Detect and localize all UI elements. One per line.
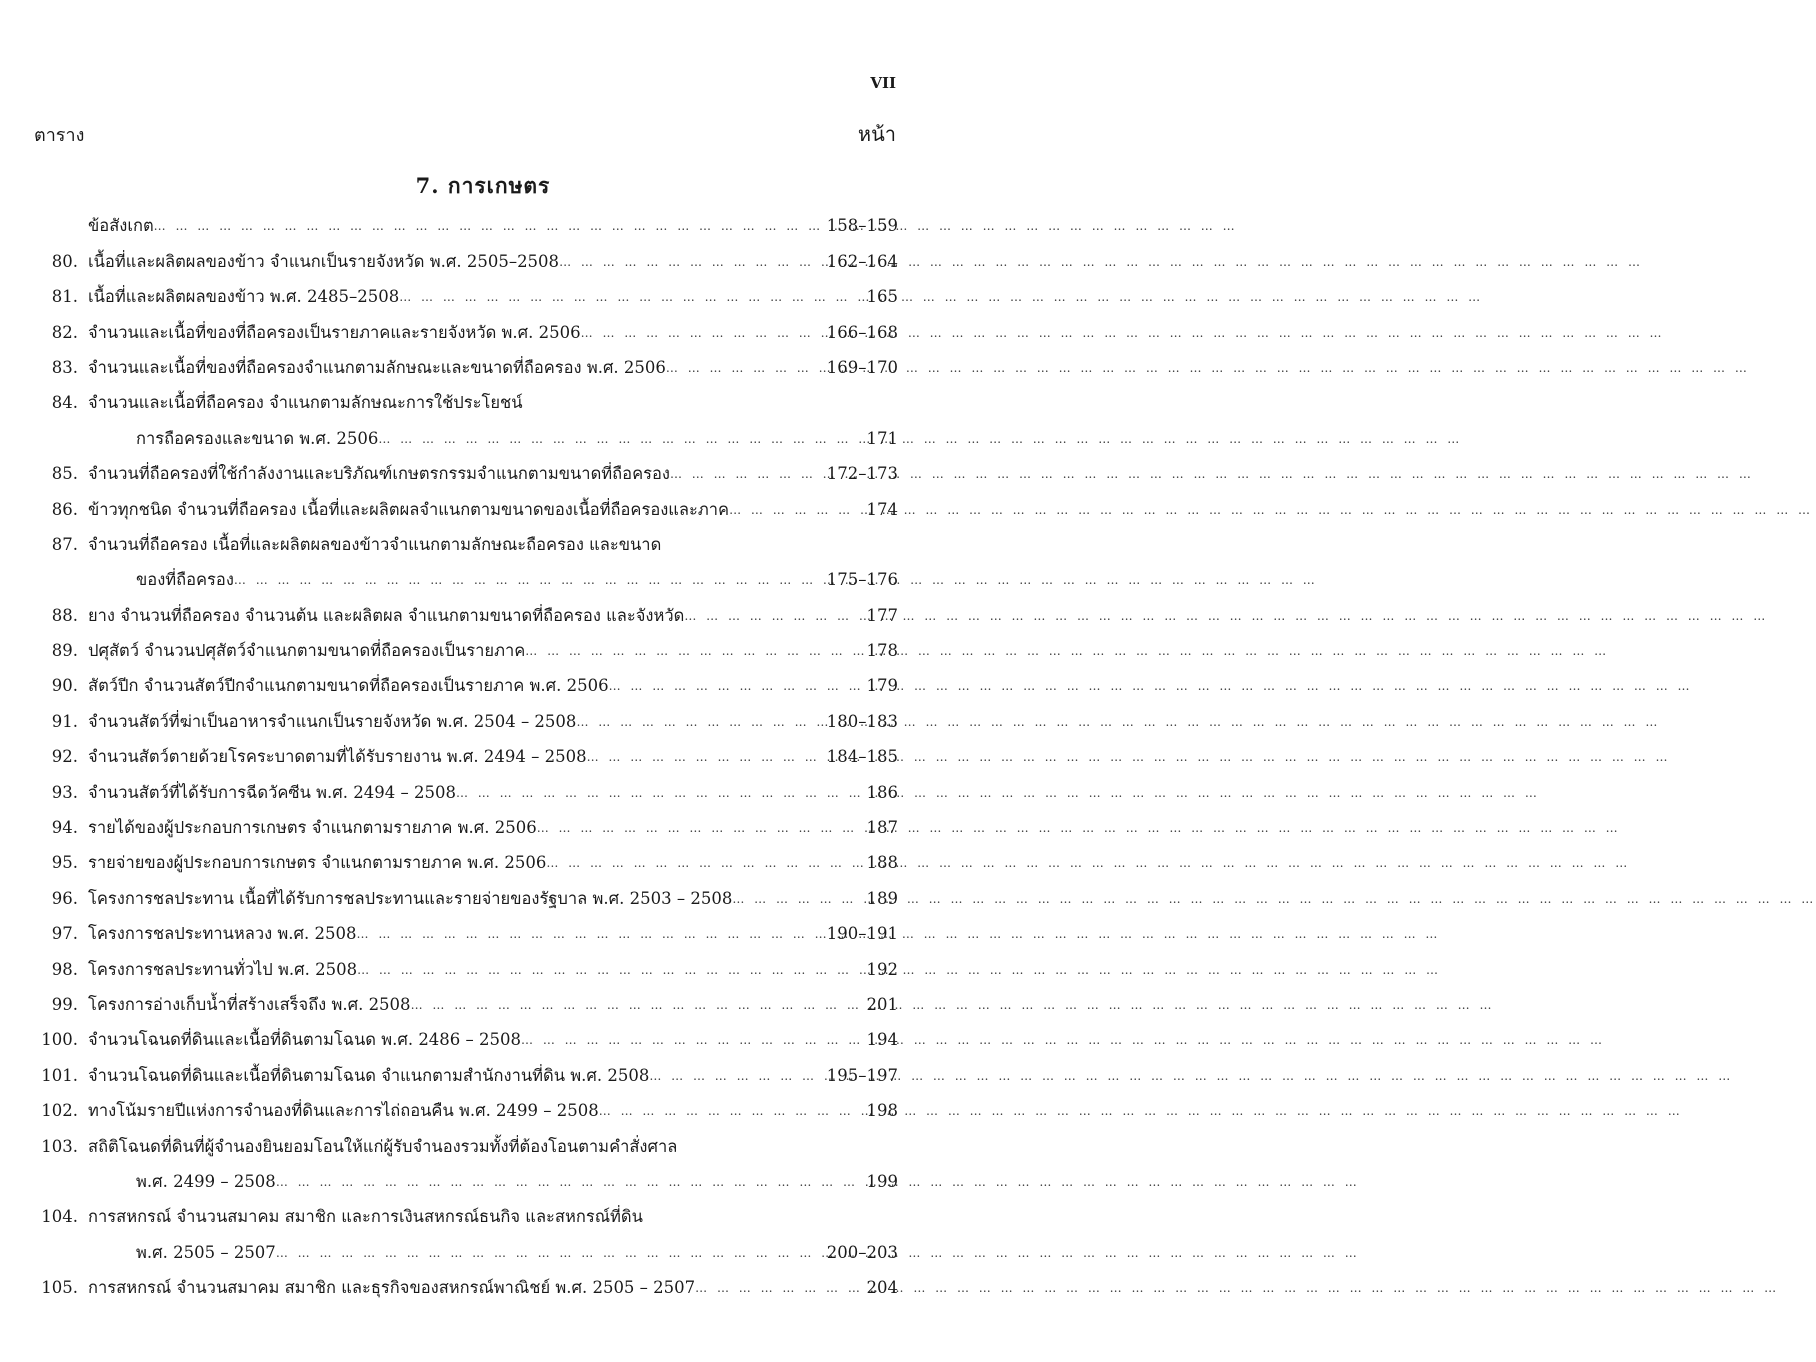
dot-leader: [695, 1277, 860, 1298]
entry-pages: 172–173: [826, 464, 898, 484]
entry-pages: 204: [866, 1278, 898, 1298]
entry-title: จำนวนโฉนดที่ดินและเนื้อที่ดินตามโฉนด จำแนกตามสำนักงานที่ดิน พ.ศ. 2508: [88, 1065, 650, 1085]
entry-title: การถือครองและขนาด พ.ศ. 2506: [136, 428, 379, 448]
entry-pages: 198: [866, 1101, 898, 1121]
entry-title: จำนวนและเนื้อที่ถือครอง จำแนกตามลักษณะการใช้ประโยชน์: [88, 393, 523, 413]
entry-title: ยาง จำนวนที่ถือครอง จำนวนต้น และผลิตผล จำแนกตามขนาดที่ถือครอง และจังหวัด: [88, 605, 685, 625]
toc-row: [30, 1192, 898, 1227]
entry-title: ปศุสัตว์ จำนวนปศุสัตว์จำแนกตามขนาดที่ถือครองเป็นรายภาค: [88, 641, 526, 661]
dot-leader: [559, 251, 821, 272]
entry-title: โครงการอ่างเก็บน้ำที่สร้างเสร็จถึง พ.ศ. 2508: [88, 994, 411, 1014]
toc-row-continuation: [30, 555, 898, 590]
entry-title: รายได้ของผู้ประกอบการเกษตร จำแนกตามรายภาค พ.ศ. 2506: [88, 818, 537, 838]
toc-row: [30, 307, 898, 342]
entry-title: จำนวนสัตว์ตายด้วยโรคระบาดตามที่ได้รับรายงาน พ.ศ. 2494 – 2508: [88, 747, 587, 767]
entry-number: 86.: [51, 499, 78, 519]
entry-pages: 190–191: [826, 924, 898, 944]
dot-leader: [525, 640, 860, 661]
entry-number: 84.: [51, 393, 78, 413]
entry-number: 99.: [51, 994, 78, 1014]
entry-number: 102.: [41, 1101, 78, 1121]
entry-number: 94.: [51, 818, 78, 838]
entry-number: 104.: [41, 1207, 78, 1227]
dot-leader: [456, 782, 861, 803]
toc-row: [30, 944, 898, 979]
toc-row: [30, 909, 898, 944]
entry-pages: 184–185: [826, 747, 898, 767]
entry-number: 103.: [41, 1136, 78, 1156]
entry-pages: 201: [866, 994, 898, 1014]
entry-pages: 177: [866, 605, 898, 625]
toc-row-continuation: [30, 1157, 898, 1192]
toc-row: [30, 1050, 898, 1085]
dot-leader: [684, 605, 860, 626]
dot-leader: [234, 569, 821, 590]
toc-row: [30, 590, 898, 625]
column-header-page: หน้า: [857, 122, 896, 146]
entry-number: 98.: [51, 959, 78, 979]
entry-number: 82.: [51, 322, 78, 342]
toc-row: [30, 201, 898, 236]
entry-number: 97.: [51, 924, 78, 944]
toc-row: [30, 661, 898, 696]
entry-title: รายจ่ายของผู้ประกอบการเกษตร จำแนกตามรายภาค พ.ศ. 2506: [88, 853, 547, 873]
dot-leader: [537, 817, 861, 838]
entry-number: 81.: [51, 287, 78, 307]
section-title: 7. การเกษตร: [415, 173, 551, 198]
entry-title: ทางโน้มรายปีแห่งการจำนองที่ดินและการไถ่ถอนคืน พ.ศ. 2499 – 2508: [88, 1101, 599, 1121]
entry-pages: 195–197: [826, 1065, 898, 1085]
entry-title: พ.ศ. 2499 – 2508: [136, 1171, 276, 1191]
toc-row: [30, 378, 898, 413]
entry-pages: 158–159: [826, 216, 898, 236]
table-of-contents: [30, 201, 898, 1298]
toc-row: [30, 980, 898, 1015]
entry-title: พ.ศ. 2505 – 2507: [136, 1242, 276, 1262]
entry-pages: 180–183: [826, 711, 898, 731]
dot-leader: [732, 888, 860, 909]
entry-title: จำนวนโฉนดที่ดินและเนื้อที่ดินตามโฉนด พ.ศ. 2486 – 2508: [88, 1030, 522, 1050]
entry-title: จำนวนที่ถือครองที่ใช้กำลังงานและบริภัณฑ์เกษตรกรรมจำแนกตามขนาดที่ถือครอง: [88, 464, 670, 484]
entry-title: จำนวนสัตว์ที่ได้รับการฉีดวัคซีน พ.ศ. 2494 – 2508: [88, 782, 456, 802]
entry-title: โครงการชลประทาน เนื้อที่ได้รับการชลประทานและรายจ่ายของรัฐบาล พ.ศ. 2503 – 2508: [88, 888, 733, 908]
entry-number: 91.: [51, 711, 78, 731]
dot-leader: [411, 994, 861, 1015]
dot-leader: [729, 499, 860, 520]
entry-pages: 171: [866, 428, 898, 448]
entry-number: 89.: [51, 641, 78, 661]
toc-row: [30, 838, 898, 873]
toc-row: [30, 732, 898, 767]
entry-number: 83.: [51, 357, 78, 377]
dot-leader: [581, 322, 821, 343]
dot-leader: [609, 675, 861, 696]
dot-leader: [576, 711, 820, 732]
entry-number: 100.: [41, 1030, 78, 1050]
entry-number: 87.: [51, 534, 78, 554]
dot-leader: [666, 357, 821, 378]
toc-row: [30, 696, 898, 731]
entry-title: สถิติโฉนดที่ดินที่ผู้จำนองยินยอมโอนให้แก่ผู้รับจำนองรวมทั้งที่ต้องโอนตามคำสั่งศาล: [88, 1136, 678, 1156]
toc-row: [30, 1121, 898, 1156]
entry-pages: 165: [866, 287, 898, 307]
entry-number: 92.: [51, 747, 78, 767]
entry-title: เนื้อที่และผลิตผลของข้าว จำแนกเป็นรายจังหวัด พ.ศ. 2505–2508: [88, 251, 560, 271]
entry-number: 105.: [41, 1278, 78, 1298]
toc-row: [30, 803, 898, 838]
entry-number: 85.: [51, 464, 78, 484]
dot-leader: [357, 959, 860, 980]
column-header-table: ตาราง: [34, 125, 85, 146]
dot-leader: [276, 1242, 821, 1263]
entry-title: การสหกรณ์ จำนวนสมาคม สมาชิก และธุรกิจของสหกรณ์พาณิชย์ พ.ศ. 2505 – 2507: [88, 1278, 696, 1298]
toc-row: [30, 343, 898, 378]
entry-title: จำนวนและเนื้อที่ของที่ถือครองจำแนกตามลักษณะและขนาดที่ถือครอง พ.ศ. 2506: [88, 357, 666, 377]
entry-title: การสหกรณ์ จำนวนสมาคม สมาชิก และการเงินสหกรณ์ธนกิจ และสหกรณ์ที่ดิน: [88, 1207, 643, 1227]
entry-pages: 186: [866, 782, 898, 802]
dot-leader: [276, 1171, 861, 1192]
toc-row-continuation: [30, 1227, 898, 1262]
toc-row-continuation: [30, 413, 898, 448]
entry-pages: 187: [866, 818, 898, 838]
entry-title: จำนวนสัตว์ที่ฆ่าเป็นอาหารจำแนกเป็นรายจังหวัด พ.ศ. 2504 – 2508: [88, 711, 577, 731]
entry-pages: 189: [866, 888, 898, 908]
toc-row: [30, 272, 898, 307]
entry-pages: 162–164: [826, 251, 898, 271]
toc-row: [30, 520, 898, 555]
entry-pages: 179: [866, 676, 898, 696]
entry-title: จำนวนและเนื้อที่ของที่ถือครองเป็นรายภาคและรายจังหวัด พ.ศ. 2506: [88, 322, 581, 342]
entry-number: 101.: [41, 1065, 78, 1085]
entry-title: ข้าวทุกชนิด จำนวนที่ถือครอง เนื้อที่และผลิตผลจำแนกตามขนาดของเนื้อที่ถือครองและภาค: [88, 499, 730, 519]
dot-leader: [546, 852, 860, 873]
dot-leader: [599, 1100, 861, 1121]
entry-pages: 175–176: [826, 570, 898, 590]
entry-number: 88.: [51, 605, 78, 625]
entry-title: โครงการชลประทานหลวง พ.ศ. 2508: [88, 924, 357, 944]
dot-leader: [378, 428, 860, 449]
entry-number: 80.: [51, 251, 78, 271]
entry-pages: 199: [866, 1171, 898, 1191]
dot-leader: [154, 215, 821, 236]
entry-title: ของที่ถือครอง: [136, 570, 234, 590]
entry-pages: 194: [866, 1030, 898, 1050]
page-number: VII: [870, 74, 896, 92]
entry-title: ข้อสังเกต: [88, 216, 154, 236]
entry-number: 90.: [51, 676, 78, 696]
toc-row: [30, 236, 898, 271]
entry-title: เนื้อที่และผลิตผลของข้าว พ.ศ. 2485–2508: [88, 287, 400, 307]
toc-row: [30, 873, 898, 908]
dot-leader: [670, 463, 821, 484]
entry-pages: 188: [866, 853, 898, 873]
entry-pages: 166–168: [826, 322, 898, 342]
dot-leader: [521, 1029, 860, 1050]
toc-row: [30, 1263, 898, 1298]
entry-pages: 169–170: [826, 357, 898, 377]
entry-pages: 178: [866, 641, 898, 661]
entry-number: 95.: [51, 853, 78, 873]
dot-leader: [649, 1065, 820, 1086]
dot-leader: [399, 286, 860, 307]
toc-row: [30, 1086, 898, 1121]
entry-title: โครงการชลประทานทั่วไป พ.ศ. 2508: [88, 959, 358, 979]
entry-pages: 192: [866, 959, 898, 979]
entry-title: จำนวนที่ถือครอง เนื้อที่และผลิตผลของข้าวจำแนกตามลักษณะถือครอง และขนาด: [88, 534, 662, 554]
entry-number: 96.: [51, 888, 78, 908]
toc-row: [30, 767, 898, 802]
toc-row: [30, 484, 898, 519]
toc-row: [30, 1015, 898, 1050]
toc-row: [30, 626, 898, 661]
entry-pages: 174: [866, 499, 898, 519]
toc-row: [30, 449, 898, 484]
entry-number: 93.: [51, 782, 78, 802]
entry-pages: 200–203: [826, 1242, 898, 1262]
entry-title: สัตว์ปีก จำนวนสัตว์ปีกจำแนกตามขนาดที่ถือครองเป็นรายภาค พ.ศ. 2506: [88, 676, 609, 696]
dot-leader: [357, 923, 821, 944]
dot-leader: [587, 746, 821, 767]
